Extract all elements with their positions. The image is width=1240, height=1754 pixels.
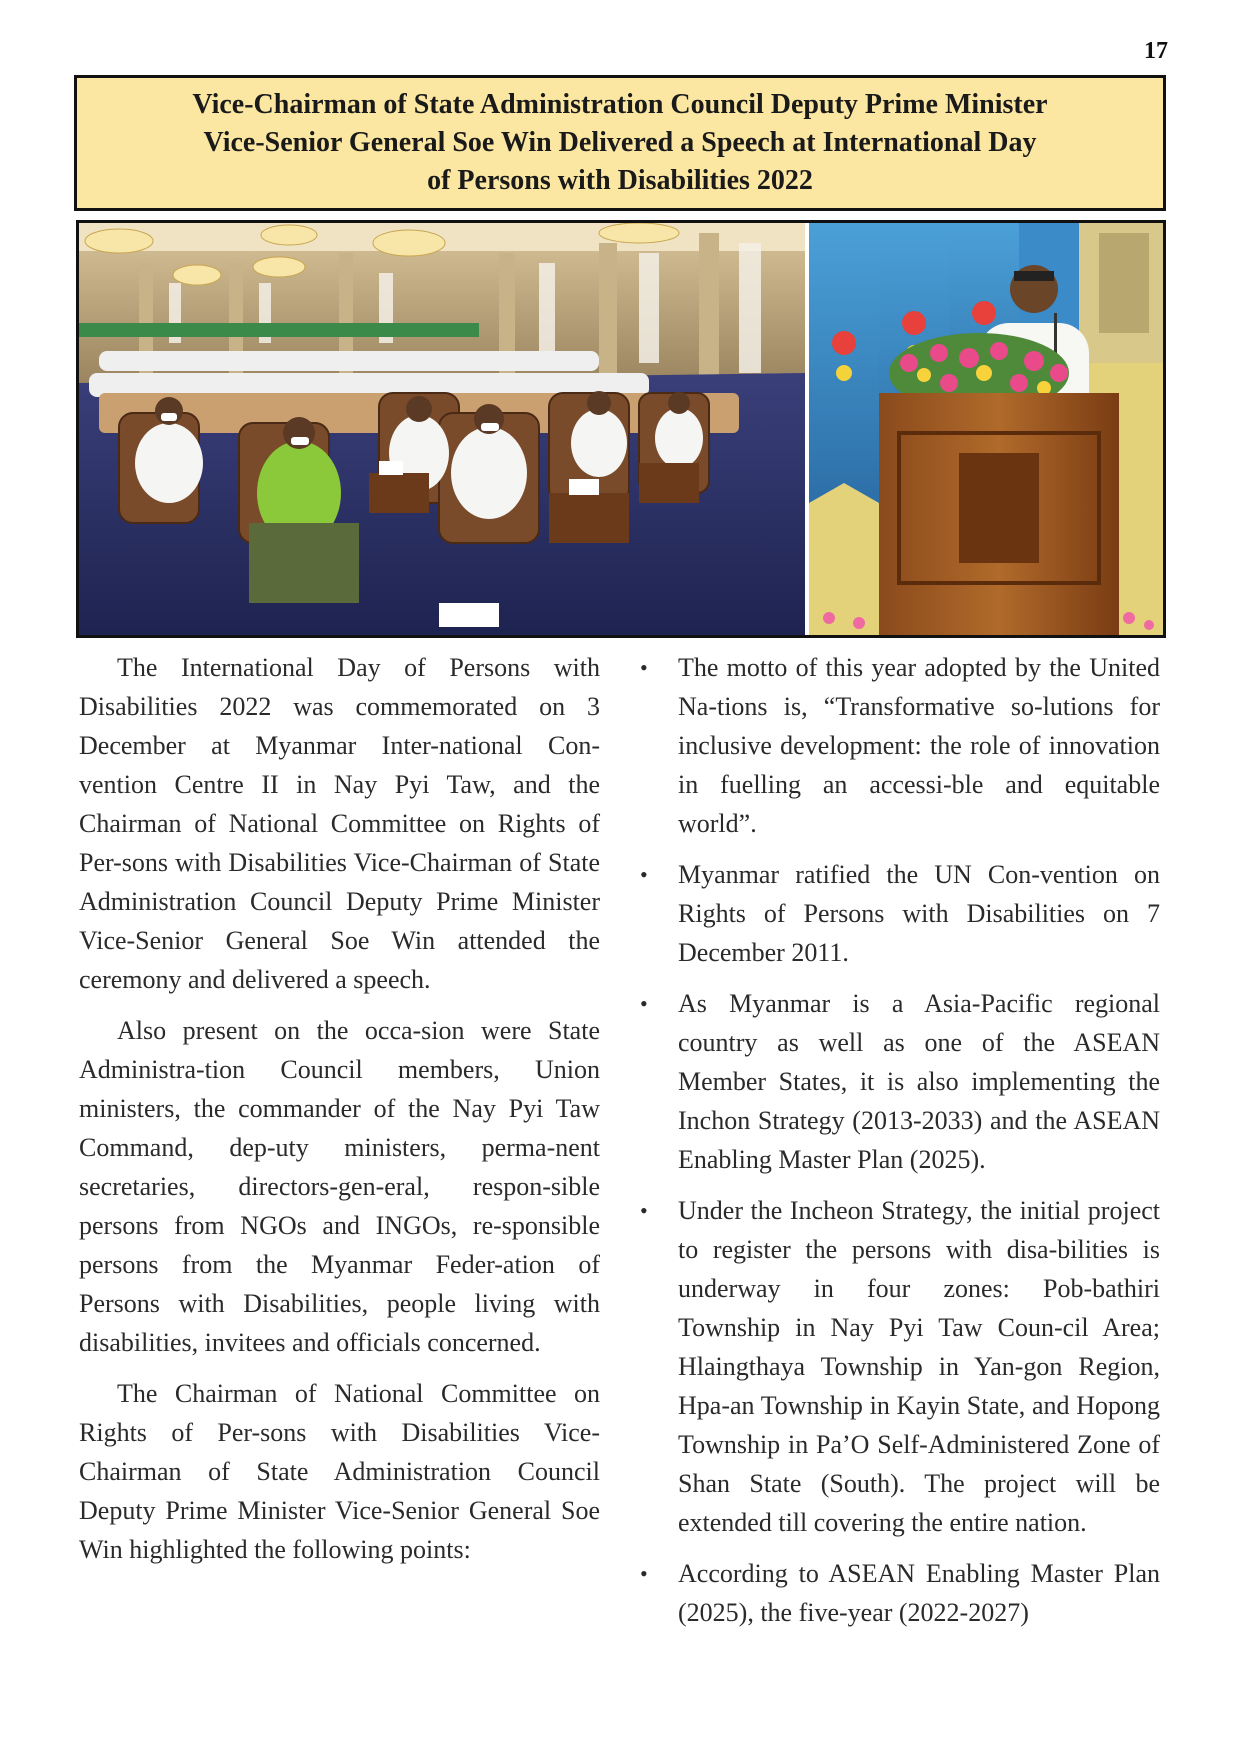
bullet-text: The motto of this year adopted by the United Na-tions is, “Transformative so-lutions for inclusive development: the role of innovation in fuelling an accessi-ble and equitable world”. bbox=[678, 653, 1160, 838]
key-points-list bbox=[638, 648, 1160, 1632]
paragraph-1: The International Day of Persons with Disabilities 2022 was commemorated on 3 December at Myanmar Inter-national Con-vention Centre II in Nay Pyi Taw, and the Chairman of National Committee on Rights of Per-sons with Disabilities Vice-Chairman of State Administration Council Deputy Prime Minister Vice-Senior General Soe Win attended the ceremony and delivered a speech. bbox=[79, 653, 600, 994]
bullet-text: According to ASEAN Enabling Master Plan (2025), the five-year (2022-2027) bbox=[678, 1559, 1160, 1627]
bullet-icon: • bbox=[640, 1561, 648, 1586]
bullet-icon: • bbox=[640, 1198, 648, 1223]
bullet-text: As Myanmar is a Asia-Pacific regional country as well as one of the ASEAN Member States, it is also implementing the Inchon Strategy (2013-2033) and the ASEAN Enabling Master Plan (2025). bbox=[678, 989, 1160, 1174]
title-line-1: Vice-Chairman of State Administration Council Deputy Prime Minister bbox=[192, 89, 1048, 120]
list-item bbox=[638, 855, 1160, 972]
list-item bbox=[638, 648, 1160, 843]
bullet-text: Under the Incheon Strategy, the initial project to register the persons with disa-bilities is underway in four zones: Pob-bathiri Township in Nay Pyi Taw Coun-cil Area; Hlaingthaya Township in Yan-gon Region, Hpa-an Township in Kayin State, and Hopong Township in Pa’O Self-Administered Zone of Shan State (South). The project will be extended till covering the entire nation. bbox=[678, 1196, 1160, 1537]
bullet-icon: • bbox=[640, 655, 648, 680]
left-column bbox=[79, 648, 600, 1581]
bullet-icon: • bbox=[640, 862, 648, 887]
bullet-text: Myanmar ratified the UN Con-vention on Rights of Persons with Disabilities on 7 December 2011. bbox=[678, 860, 1160, 967]
list-item bbox=[638, 1191, 1160, 1542]
list-item bbox=[638, 984, 1160, 1179]
page-number: 17 bbox=[1144, 38, 1168, 64]
speaker-at-podium-photo bbox=[809, 223, 1163, 635]
audience-hall-photo bbox=[79, 223, 805, 635]
paragraph-3: The Chairman of National Committee on Rights of Per-sons with Disabilities Vice-Chairman of State Administration Council Deputy Prime Minister Vice-Senior General Soe Win highlighted the following points: bbox=[79, 1379, 600, 1564]
title-line-3: of Persons with Disabilities 2022 bbox=[427, 165, 813, 196]
list-item bbox=[638, 1554, 1160, 1632]
right-column bbox=[638, 648, 1160, 1644]
article-title-box bbox=[74, 75, 1166, 211]
bullet-icon: • bbox=[640, 991, 648, 1016]
photo-banner bbox=[76, 220, 1166, 638]
paragraph-2: Also present on the occa-sion were State Administra-tion Council members, Union ministers, the commander of the Nay Pyi Taw Command, dep-uty ministers, perma-nent secretaries, directors-gen-eral, respon-sible persons from NGOs and INGOs, re-sponsible persons from the Myanmar Feder-ation of Persons with Disabilities, people living with disabilities, invitees and officials concerned. bbox=[79, 1016, 600, 1357]
title-line-2: Vice-Senior General Soe Win Delivered a Speech at International Day bbox=[203, 127, 1037, 158]
